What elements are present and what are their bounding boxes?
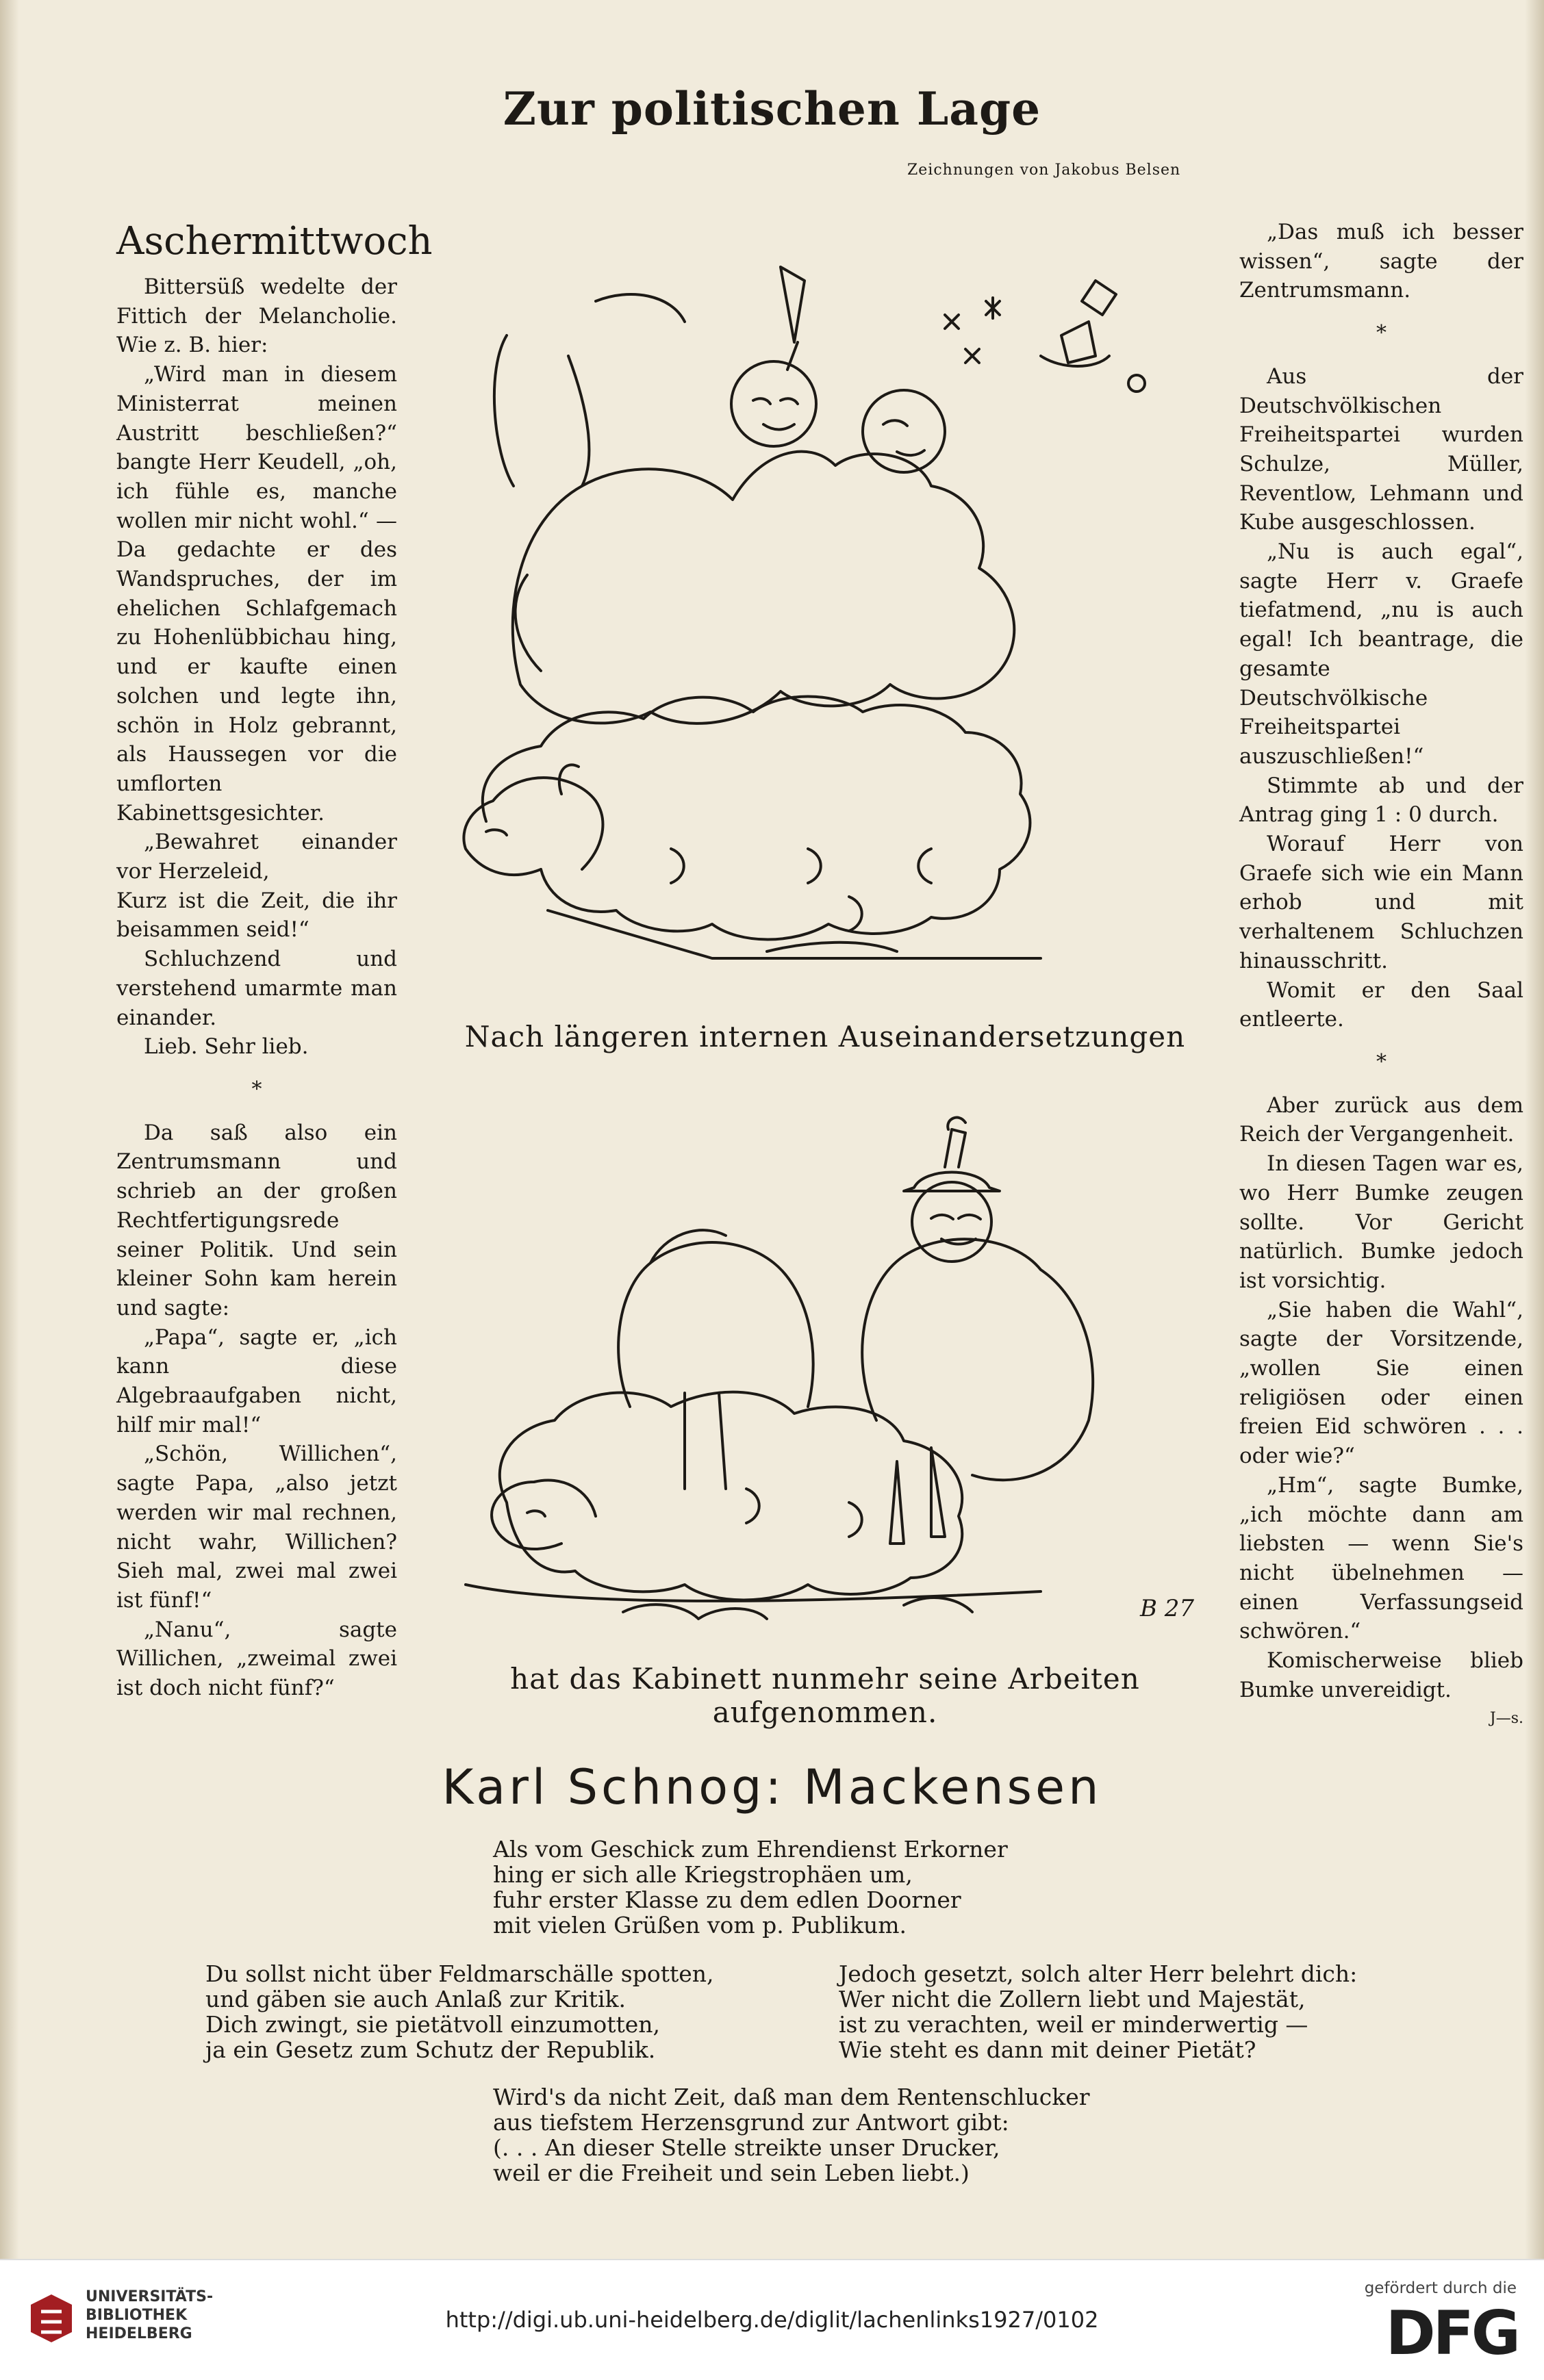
- paragraph: „Wird man in diesem Ministerrat meinen Austritt beschließen?“ bangte Herr Keudell, „oh, ich fühle es, manche wollen mir nicht wohl.“ — Da gedachte er des Wandspruches, der im ehelichen Schlafgemach zu Hohenlübbichau hing, und er kaufte einen solchen und legte ihn, schön in Holz gebrannt, als Haussegen vor die umflorten Kabinettsgesichter.: [116, 362, 397, 826]
- paragraph: „Schön, Willichen“, sagte Papa, „also jetzt werden wir mal rechnen, nicht wahr, Willichen? Sieh mal, zwei mal zwei ist fünf!“: [116, 1442, 397, 1613]
- paragraph: Bittersüß wedelte der Fittich der Melancholie. Wie z. B. hier:: [116, 274, 397, 358]
- paragraph: Lieb. Sehr lieb.: [144, 1034, 309, 1060]
- section-divider-star: *: [1376, 321, 1387, 346]
- artist-monogram: B 27: [1140, 1595, 1195, 1622]
- verse-quote: „Bewahret einander vor Herzeleid, Kurz ist die Zeit, die ihr beisammen seid!“: [116, 830, 397, 943]
- paragraph: Stimmte ab und der Antrag ging 1 : 0 durch.: [1239, 773, 1523, 828]
- permalink-url[interactable]: http://digi.ub.uni-heidelberg.de/diglit/lachenlinks1927/0102: [445, 2307, 1099, 2333]
- poem-stanza-2: Du sollst nicht über Feldmarschälle spotten, und gäben sie auch Anlaß zur Kritik. Dich zwingt, sie pietätvoll einzumotten, ja ein Gesetz zum Schutz der Republik.: [205, 1960, 714, 2063]
- poem-stanza-4: Wird's da nicht Zeit, daß man dem Rentenschlucker aus tiefstem Herzensgrund zur Antwort gibt: (. . . An dieser Stelle streikte unser Drucker, weil er die Freiheit und sein Leben liebt.): [493, 2084, 1090, 2186]
- poem-stanza-3: Jedoch gesetzt, solch alter Herr belehrt dich: Wer nicht die Zollern liebt und Majestät, ist zu verachten, weil er minderwertig — Wie steht es dann mit deiner Pietät?: [839, 1960, 1358, 2063]
- university-library-name: UNIVERSITÄTS- BIBLIOTHEK HEIDELBERG: [86, 2288, 214, 2342]
- cartoon-illustration-top: [425, 164, 1232, 1020]
- illustration-caption-top: Nach längeren internen Auseinandersetzungen: [464, 1020, 1186, 1053]
- poem-title: Karl Schnog: Mackensen: [442, 1759, 1102, 1815]
- paragraph: „Hm“, sagte Bumke, „ich möchte dann am liebsten — wenn Sie's nicht übelnehmen — einen Verfassungseid schwören.“: [1239, 1472, 1523, 1644]
- paragraph: „Sie haben die Wahl“, sagte der Vorsitzende, „wollen Sie einen religiösen oder einen freien Eid schwören . . . oder wie?“: [1239, 1297, 1523, 1469]
- page-edge-left: [0, 0, 19, 2259]
- paragraph: Komischerweise blieb Bumke unvereidigt.: [1239, 1648, 1523, 1702]
- poem-stanza-1: Als vom Geschick zum Ehrendienst Erkorner hing er sich alle Kriegstrophäen um, fuhr erster Klasse zu dem edlen Doorner mit vielen Grüßen vom p. Publikum.: [493, 1836, 1008, 1938]
- left-text-column: [116, 218, 433, 1703]
- paragraph: In diesen Tagen war es, wo Herr Bumke zeugen sollte. Vor Gericht natürlich. Bumke jedoch ist vorsichtig.: [1239, 1151, 1523, 1293]
- paragraph: Aber zurück aus dem Reich der Vergangenheit.: [1239, 1092, 1523, 1147]
- section-divider-star: *: [1376, 1049, 1387, 1074]
- page-edge-right: [1525, 0, 1544, 2259]
- paragraph: „Nanu“, sagte Willichen, „zweimal zwei ist doch nicht fünf?“: [116, 1617, 397, 1701]
- viewer-footer: [0, 2259, 1544, 2380]
- cartoon-illustration-bottom: [425, 1064, 1232, 1650]
- paragraph: „Das muß ich besser wissen“, sagte der Zentrumsmann.: [1239, 220, 1523, 303]
- dfg-logo[interactable]: DFG: [1385, 2298, 1518, 2368]
- illustration-caption-bottom: hat das Kabinett nunmehr seine Arbeiten aufgenommen.: [510, 1662, 1140, 1729]
- author-signature: J—s.: [1489, 1710, 1523, 1728]
- paragraph: Da saß also ein Zentrumsmann und schrieb an der großen Rechtfertigungsrede seiner Politik. Und sein kleiner Sohn kam herein und sagte:: [116, 1120, 397, 1320]
- illustration-credit: Zeichnungen von Jakobus Belsen: [907, 162, 1181, 179]
- page-heading: Zur politischen Lage: [503, 82, 1041, 136]
- paragraph: „Papa“, sagte er, „ich kann diese Algebraaufgaben nicht, hilf mir mal!“: [116, 1325, 397, 1437]
- paragraph: Schluchzend und verstehend umarmte man einander.: [116, 947, 397, 1030]
- paragraph: Aus der Deutschvölkischen Freiheitspartei wurden Schulze, Müller, Reventlow, Lehmann und Kube ausgeschlossen.: [1239, 363, 1523, 535]
- paragraph: „Nu is auch egal“, sagte Herr v. Graefe tiefatmend, „nu is auch egal! Ich beantrage, die gesamte Deutschvölkische Freiheitspartei auszuschließen!“: [1239, 539, 1523, 769]
- section-title-aschermittwoch: Aschermittwoch: [116, 219, 433, 264]
- paragraph: Womit er den Saal entleerte.: [1239, 977, 1523, 1032]
- paragraph: Worauf Herr von Graefe sich wie ein Mann erhob und mit verhaltenem Schluchzen hinausschritt.: [1239, 832, 1523, 973]
- sponsor-text: gefördert durch die: [1364, 2279, 1517, 2297]
- section-divider-star: *: [251, 1077, 262, 1101]
- right-text-column: [1239, 218, 1523, 1734]
